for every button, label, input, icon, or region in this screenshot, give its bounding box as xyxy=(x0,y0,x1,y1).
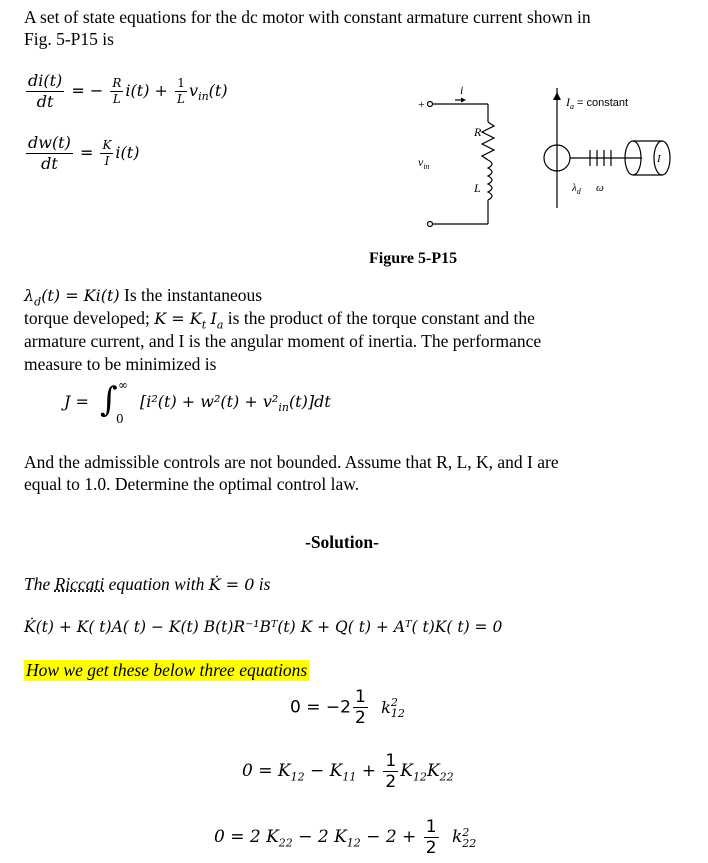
riccati-equation: K̇(t) + K( t)A( t) − K(t) B(t)R⁻¹Bᵀ(t) K + Q( t) + Aᵀ( t)K( t) = 0 xyxy=(24,618,503,636)
motor-circuit-figure xyxy=(400,78,690,238)
admissible-line-2: equal to 1.0. Determine the optimal control law. xyxy=(24,474,360,494)
riccati-link[interactable]: Riccati xyxy=(54,574,105,594)
dw-dt-fraction: $\frac{dw(t)}{dt}$ xyxy=(28,133,71,173)
di-dt-fraction: $\frac{di(t)}{dt}$ xyxy=(28,71,63,111)
torque-definition-line: $\lambda_d(t) = Ki(t)$ Is the instantaneous xyxy=(24,285,263,309)
problem-line-1: A set of state equations for the dc motor with constant armature current shown in xyxy=(24,7,591,27)
lambda-label: $\lambda_d$ xyxy=(572,182,581,196)
equation-c: 0 = 2 $K_{22} - 2$ $K_{12} - 2$ + $\frac{1}{2}$ k 2 22 xyxy=(214,817,477,858)
vin-label: $v_{in}$ xyxy=(418,155,430,171)
integrand: $[i^2(t) + w^2(t) + v^2_{in}(t)]dt$ xyxy=(140,392,331,415)
admissible-line-1: And the admissible controls are not bounded. Assume that R, L, K, and I are xyxy=(24,452,559,472)
resistor-symbol xyxy=(482,122,494,160)
solution-heading: -Solution- xyxy=(305,532,379,552)
r-over-l-fraction: $\frac{R}{L}$ xyxy=(112,76,122,106)
integral-lower: 0 xyxy=(116,412,124,426)
current-label: i xyxy=(460,83,464,97)
riccati-intro: The Riccati equation with K̇ = 0 is xyxy=(24,574,271,594)
paragraph-line-1: torque developed; $K = K_t$ $I_a$ is the product of the torque constant and the xyxy=(24,308,535,332)
plus-label: + xyxy=(418,97,425,111)
one-over-l-fraction: $\frac{1}{L}$ xyxy=(177,76,186,106)
paragraph-line-3: measure to be minimized is xyxy=(24,354,217,374)
integral-sign: ∫ xyxy=(100,380,118,420)
minus-terminal xyxy=(428,222,433,227)
k-over-i-fraction: $\frac{K}{I}$ xyxy=(102,138,112,168)
state-equation-2: $\frac{dw(t)}{dt}$ = $\frac{K}{I}$ i(t) xyxy=(28,133,140,173)
paragraph-line-2: armature current, and I is the angular moment of inertia. The performance xyxy=(24,331,542,351)
integral-upper: ∞ xyxy=(118,378,128,392)
problem-line-2: Fig. 5-P15 is xyxy=(24,29,114,49)
equation-a: 0 = −2 $\frac{1}{2}$ k 2 12 xyxy=(290,687,405,728)
omega-label: ω xyxy=(596,182,604,194)
question-highlight: How we get these below three equations xyxy=(26,660,308,680)
inductor-label: L xyxy=(474,181,481,195)
ia-label: $I_a$ = constant xyxy=(566,95,629,111)
inertia-label: I xyxy=(657,153,661,165)
plus-terminal xyxy=(428,102,433,107)
resistor-label: R xyxy=(474,125,482,139)
inductor-symbol xyxy=(488,160,492,200)
figure-caption: Figure 5-P15 xyxy=(369,250,458,267)
state-equation-1: $\frac{di(t)}{dt}$ = − $\frac{R}{L}$ i(t) + $\frac{1}{L}$ $v_{in}(t)$ xyxy=(28,71,228,111)
equation-b: $0 = K_{12} - K_{11}$ + $\frac{1}{2}$ $K_{12}K_{22}$ xyxy=(242,751,454,792)
